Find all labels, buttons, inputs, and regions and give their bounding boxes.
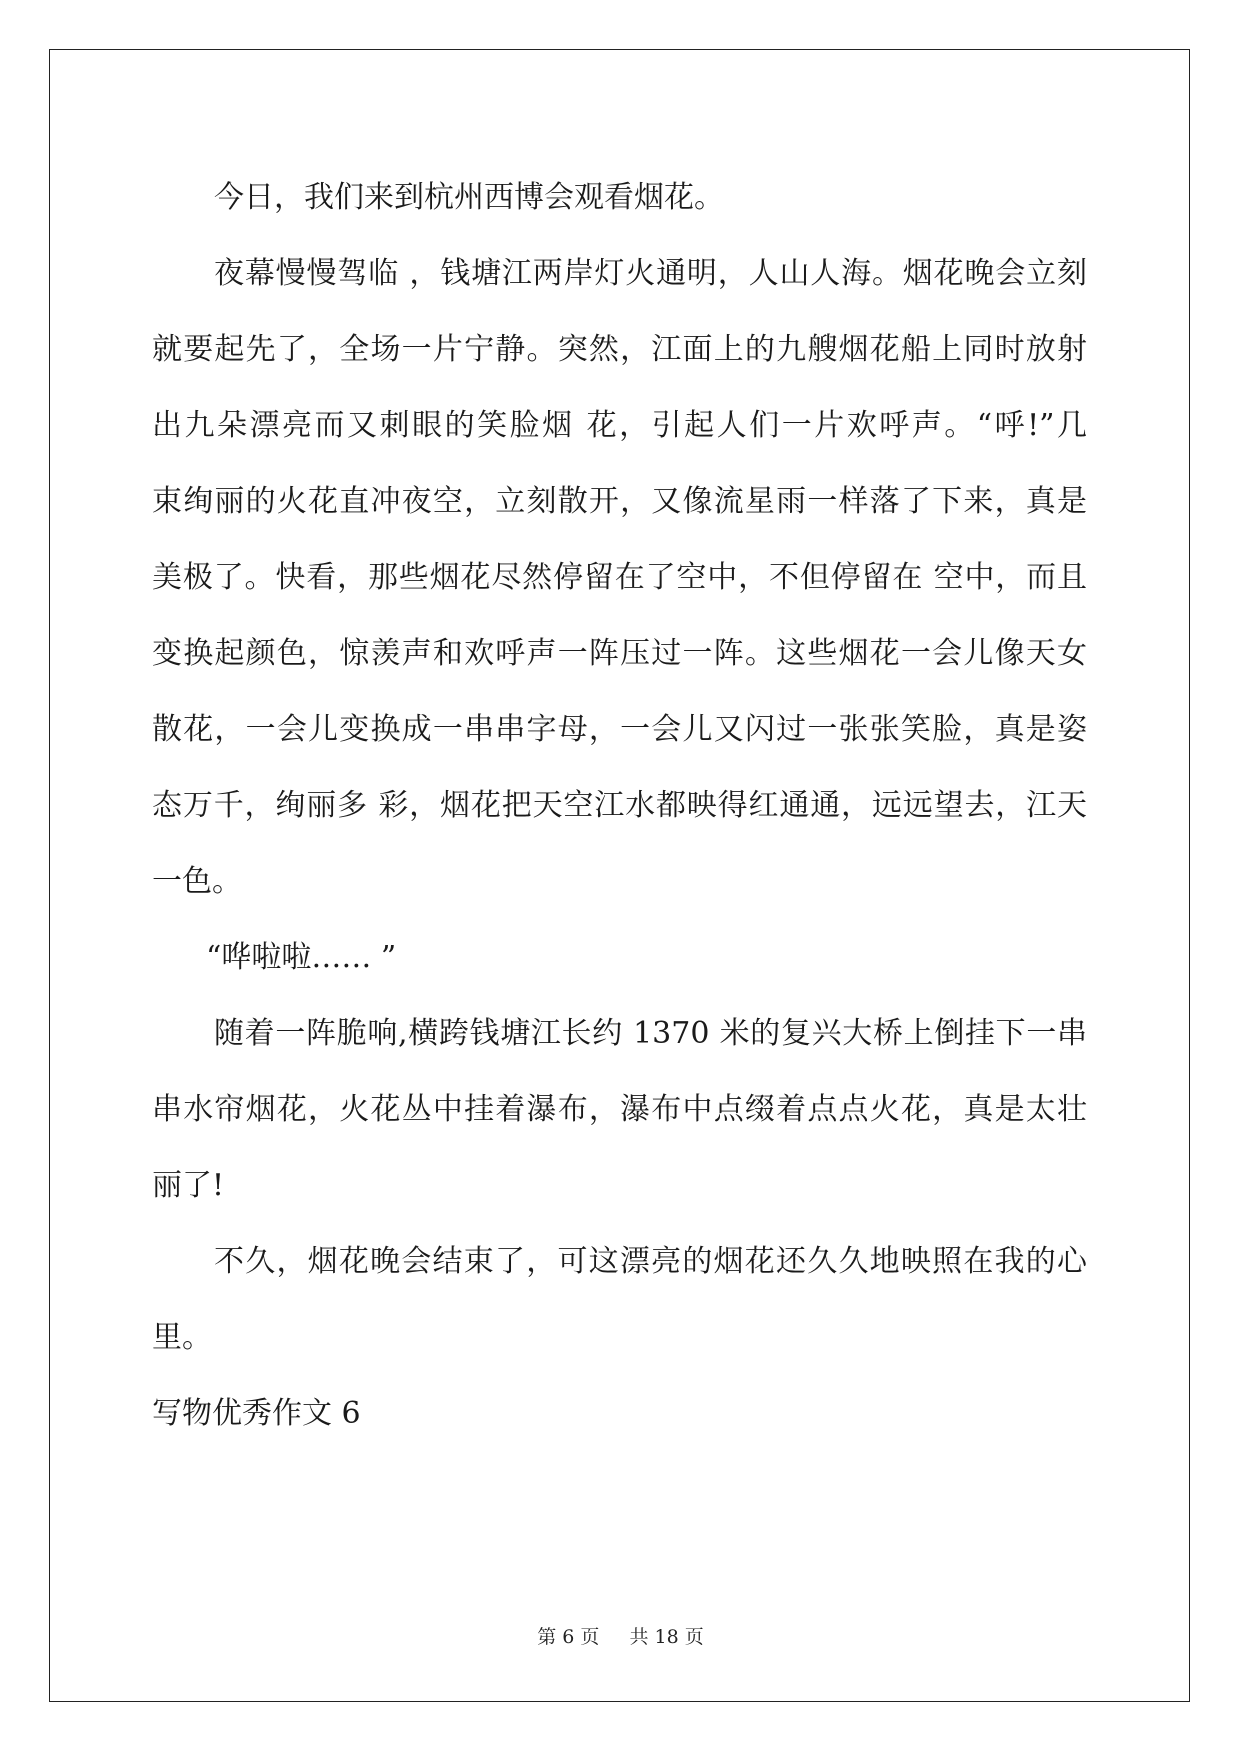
- paragraph-line: 随着一阵脆响,横跨钱塘江长约 1370 米的复兴大桥上倒挂下一串: [214, 1016, 1087, 1051]
- paragraph-line: 今日，我们来到杭州西博会观看烟花。: [214, 180, 724, 215]
- paragraph-line: 态万千，绚丽多 彩，烟花把天空江水都映得红通通，远远望去，江天: [152, 788, 1087, 823]
- paragraph-line: 一色。: [152, 864, 242, 899]
- page-total: 共 18 页: [629, 1626, 704, 1648]
- paragraph-line: “哗啦啦…… ”: [206, 940, 397, 975]
- document-body: [152, 160, 1087, 1452]
- page-number: 第 6 页: [537, 1626, 600, 1648]
- page-footer: [0, 1622, 1241, 1649]
- paragraph-line: 不久，烟花晚会结束了，可这漂亮的烟花还久久地映照在我的心: [214, 1244, 1087, 1279]
- section-heading: 写物优秀作文 6: [152, 1396, 361, 1431]
- paragraph-line: 就要起先了，全场一片宁静。突然，江面上的九艘烟花船上同时放射: [152, 332, 1087, 367]
- paragraph-line: 串水帘烟花，火花丛中挂着瀑布，瀑布中点缀着点点火花，真是太壮: [152, 1092, 1087, 1127]
- paragraph-line: 散花，一会儿变换成一串串字母，一会儿又闪过一张张笑脸，真是姿: [152, 712, 1087, 747]
- paragraph-line: 丽了!: [152, 1168, 225, 1203]
- paragraph-line: 束绚丽的火花直冲夜空，立刻散开，又像流星雨一样落了下来，真是: [152, 484, 1087, 519]
- paragraph-line: 出九朵漂亮而又刺眼的笑脸烟 花，引起人们一片欢呼声。“呼!”几: [152, 408, 1087, 443]
- paragraph-line: 夜幕慢慢驾临 ，钱塘江两岸灯火通明，人山人海。烟花晚会立刻: [214, 256, 1087, 291]
- paragraph-line: 里。: [152, 1320, 212, 1355]
- paragraph-line: 美极了。快看，那些烟花尽然停留在了空中，不但停留在 空中，而且: [152, 560, 1087, 595]
- paragraph-line: 变换起颜色，惊羡声和欢呼声一阵压过一阵。这些烟花一会儿像天女: [152, 636, 1087, 671]
